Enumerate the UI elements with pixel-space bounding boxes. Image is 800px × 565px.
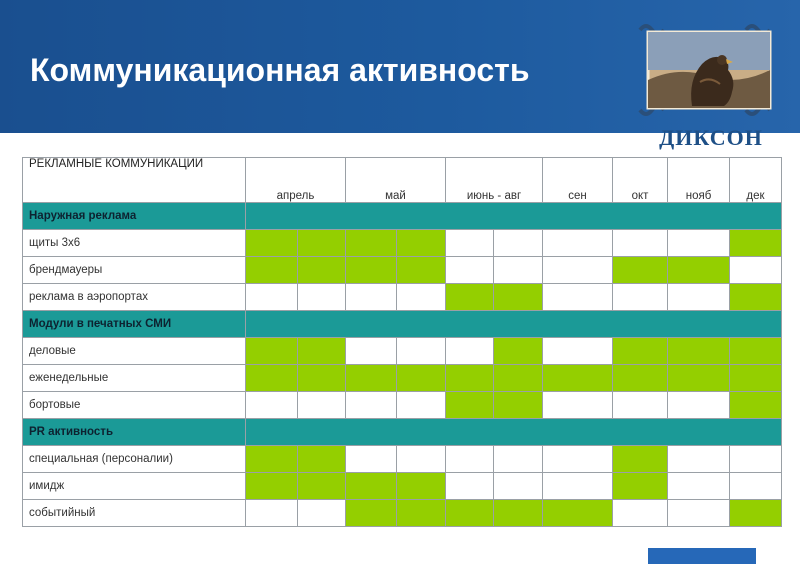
- section-title: Наружная реклама: [23, 203, 246, 230]
- section-band: [246, 311, 782, 338]
- inactive-period-cell: [668, 446, 730, 473]
- row-label: бортовые: [23, 392, 246, 419]
- eagle-emblem-icon: [636, 22, 786, 127]
- inactive-period-cell: [446, 473, 494, 500]
- section-band: [246, 419, 782, 446]
- active-period-cell: [397, 500, 446, 527]
- active-period-cell: [730, 365, 782, 392]
- inactive-period-cell: [246, 392, 298, 419]
- active-period-cell: [246, 230, 298, 257]
- month-header-jun-aug: июнь - авг: [446, 158, 543, 203]
- inactive-period-cell: [668, 500, 730, 527]
- inactive-period-cell: [543, 338, 613, 365]
- table-row: [23, 338, 782, 365]
- active-period-cell: [446, 392, 494, 419]
- inactive-period-cell: [246, 500, 298, 527]
- active-period-cell: [346, 500, 397, 527]
- inactive-period-cell: [346, 284, 397, 311]
- active-period-cell: [668, 257, 730, 284]
- active-period-cell: [397, 365, 446, 392]
- inactive-period-cell: [543, 230, 613, 257]
- inactive-period-cell: [613, 392, 668, 419]
- inactive-period-cell: [613, 230, 668, 257]
- active-period-cell: [613, 446, 668, 473]
- active-period-cell: [613, 338, 668, 365]
- active-period-cell: [298, 365, 346, 392]
- inactive-period-cell: [543, 446, 613, 473]
- active-period-cell: [298, 446, 346, 473]
- active-period-cell: [397, 257, 446, 284]
- table-row: [23, 284, 782, 311]
- active-period-cell: [298, 257, 346, 284]
- active-period-cell: [543, 365, 613, 392]
- inactive-period-cell: [246, 284, 298, 311]
- active-period-cell: [246, 338, 298, 365]
- inactive-period-cell: [397, 446, 446, 473]
- inactive-period-cell: [494, 230, 543, 257]
- inactive-period-cell: [298, 500, 346, 527]
- inactive-period-cell: [668, 230, 730, 257]
- inactive-period-cell: [668, 392, 730, 419]
- active-period-cell: [494, 500, 543, 527]
- row-label: щиты 3х6: [23, 230, 246, 257]
- inactive-period-cell: [613, 284, 668, 311]
- inactive-period-cell: [494, 446, 543, 473]
- inactive-period-cell: [668, 284, 730, 311]
- active-period-cell: [246, 257, 298, 284]
- active-period-cell: [298, 338, 346, 365]
- logo-text: ДИКСОН: [659, 125, 763, 150]
- table-row: [23, 473, 782, 500]
- inactive-period-cell: [346, 338, 397, 365]
- active-period-cell: [668, 338, 730, 365]
- row-label: имидж: [23, 473, 246, 500]
- active-period-cell: [494, 365, 543, 392]
- row-label: реклама в аэропортах: [23, 284, 246, 311]
- active-period-cell: [397, 230, 446, 257]
- active-period-cell: [613, 365, 668, 392]
- table-header-row: [23, 158, 782, 203]
- active-period-cell: [446, 365, 494, 392]
- row-label: деловые: [23, 338, 246, 365]
- section-row: [23, 311, 782, 338]
- month-header-sep: сен: [543, 158, 613, 203]
- active-period-cell: [246, 365, 298, 392]
- section-row: [23, 203, 782, 230]
- inactive-period-cell: [397, 392, 446, 419]
- active-period-cell: [346, 473, 397, 500]
- dikson-logo: [636, 22, 786, 152]
- table-row: [23, 500, 782, 527]
- inactive-period-cell: [446, 230, 494, 257]
- section-band: [246, 203, 782, 230]
- active-period-cell: [346, 230, 397, 257]
- inactive-period-cell: [298, 392, 346, 419]
- active-period-cell: [246, 473, 298, 500]
- active-period-cell: [397, 473, 446, 500]
- active-period-cell: [446, 284, 494, 311]
- active-period-cell: [346, 257, 397, 284]
- inactive-period-cell: [668, 473, 730, 500]
- table-row: [23, 257, 782, 284]
- inactive-period-cell: [346, 392, 397, 419]
- inactive-period-cell: [494, 473, 543, 500]
- inactive-period-cell: [543, 284, 613, 311]
- active-period-cell: [494, 338, 543, 365]
- table-row: [23, 392, 782, 419]
- active-period-cell: [494, 392, 543, 419]
- row-label: специальная (персоналии): [23, 446, 246, 473]
- inactive-period-cell: [730, 473, 782, 500]
- inactive-period-cell: [543, 473, 613, 500]
- active-period-cell: [543, 500, 613, 527]
- section-title: PR активность: [23, 419, 246, 446]
- inactive-period-cell: [730, 257, 782, 284]
- inactive-period-cell: [397, 338, 446, 365]
- month-header-dec: дек: [730, 158, 782, 203]
- month-header-oct: окт: [613, 158, 668, 203]
- row-label: событийный: [23, 500, 246, 527]
- table-row: [23, 446, 782, 473]
- active-period-cell: [730, 230, 782, 257]
- header-corner-label: РЕКЛАМНЫЕ КОММУНИКАЦИИ: [23, 158, 246, 203]
- active-period-cell: [730, 500, 782, 527]
- footer-accent-bar: [648, 548, 756, 564]
- active-period-cell: [494, 284, 543, 311]
- inactive-period-cell: [446, 257, 494, 284]
- active-period-cell: [730, 392, 782, 419]
- active-period-cell: [446, 500, 494, 527]
- section-title: Модули в печатных СМИ: [23, 311, 246, 338]
- active-period-cell: [730, 338, 782, 365]
- active-period-cell: [298, 473, 346, 500]
- section-row: [23, 419, 782, 446]
- month-header-april: апрель: [246, 158, 346, 203]
- active-period-cell: [298, 230, 346, 257]
- table-row: [23, 230, 782, 257]
- row-label: еженедельные: [23, 365, 246, 392]
- inactive-period-cell: [298, 284, 346, 311]
- inactive-period-cell: [543, 257, 613, 284]
- inactive-period-cell: [494, 257, 543, 284]
- inactive-period-cell: [346, 446, 397, 473]
- inactive-period-cell: [446, 338, 494, 365]
- inactive-period-cell: [543, 392, 613, 419]
- row-label: брендмауеры: [23, 257, 246, 284]
- active-period-cell: [246, 446, 298, 473]
- inactive-period-cell: [397, 284, 446, 311]
- page-title: Коммуникационная активность: [30, 52, 530, 88]
- activity-table: [22, 157, 782, 527]
- active-period-cell: [668, 365, 730, 392]
- inactive-period-cell: [446, 446, 494, 473]
- inactive-period-cell: [613, 500, 668, 527]
- inactive-period-cell: [730, 446, 782, 473]
- active-period-cell: [613, 473, 668, 500]
- month-header-may: май: [346, 158, 446, 203]
- table-row: [23, 365, 782, 392]
- active-period-cell: [730, 284, 782, 311]
- active-period-cell: [613, 257, 668, 284]
- month-header-nov: нояб: [668, 158, 730, 203]
- active-period-cell: [346, 365, 397, 392]
